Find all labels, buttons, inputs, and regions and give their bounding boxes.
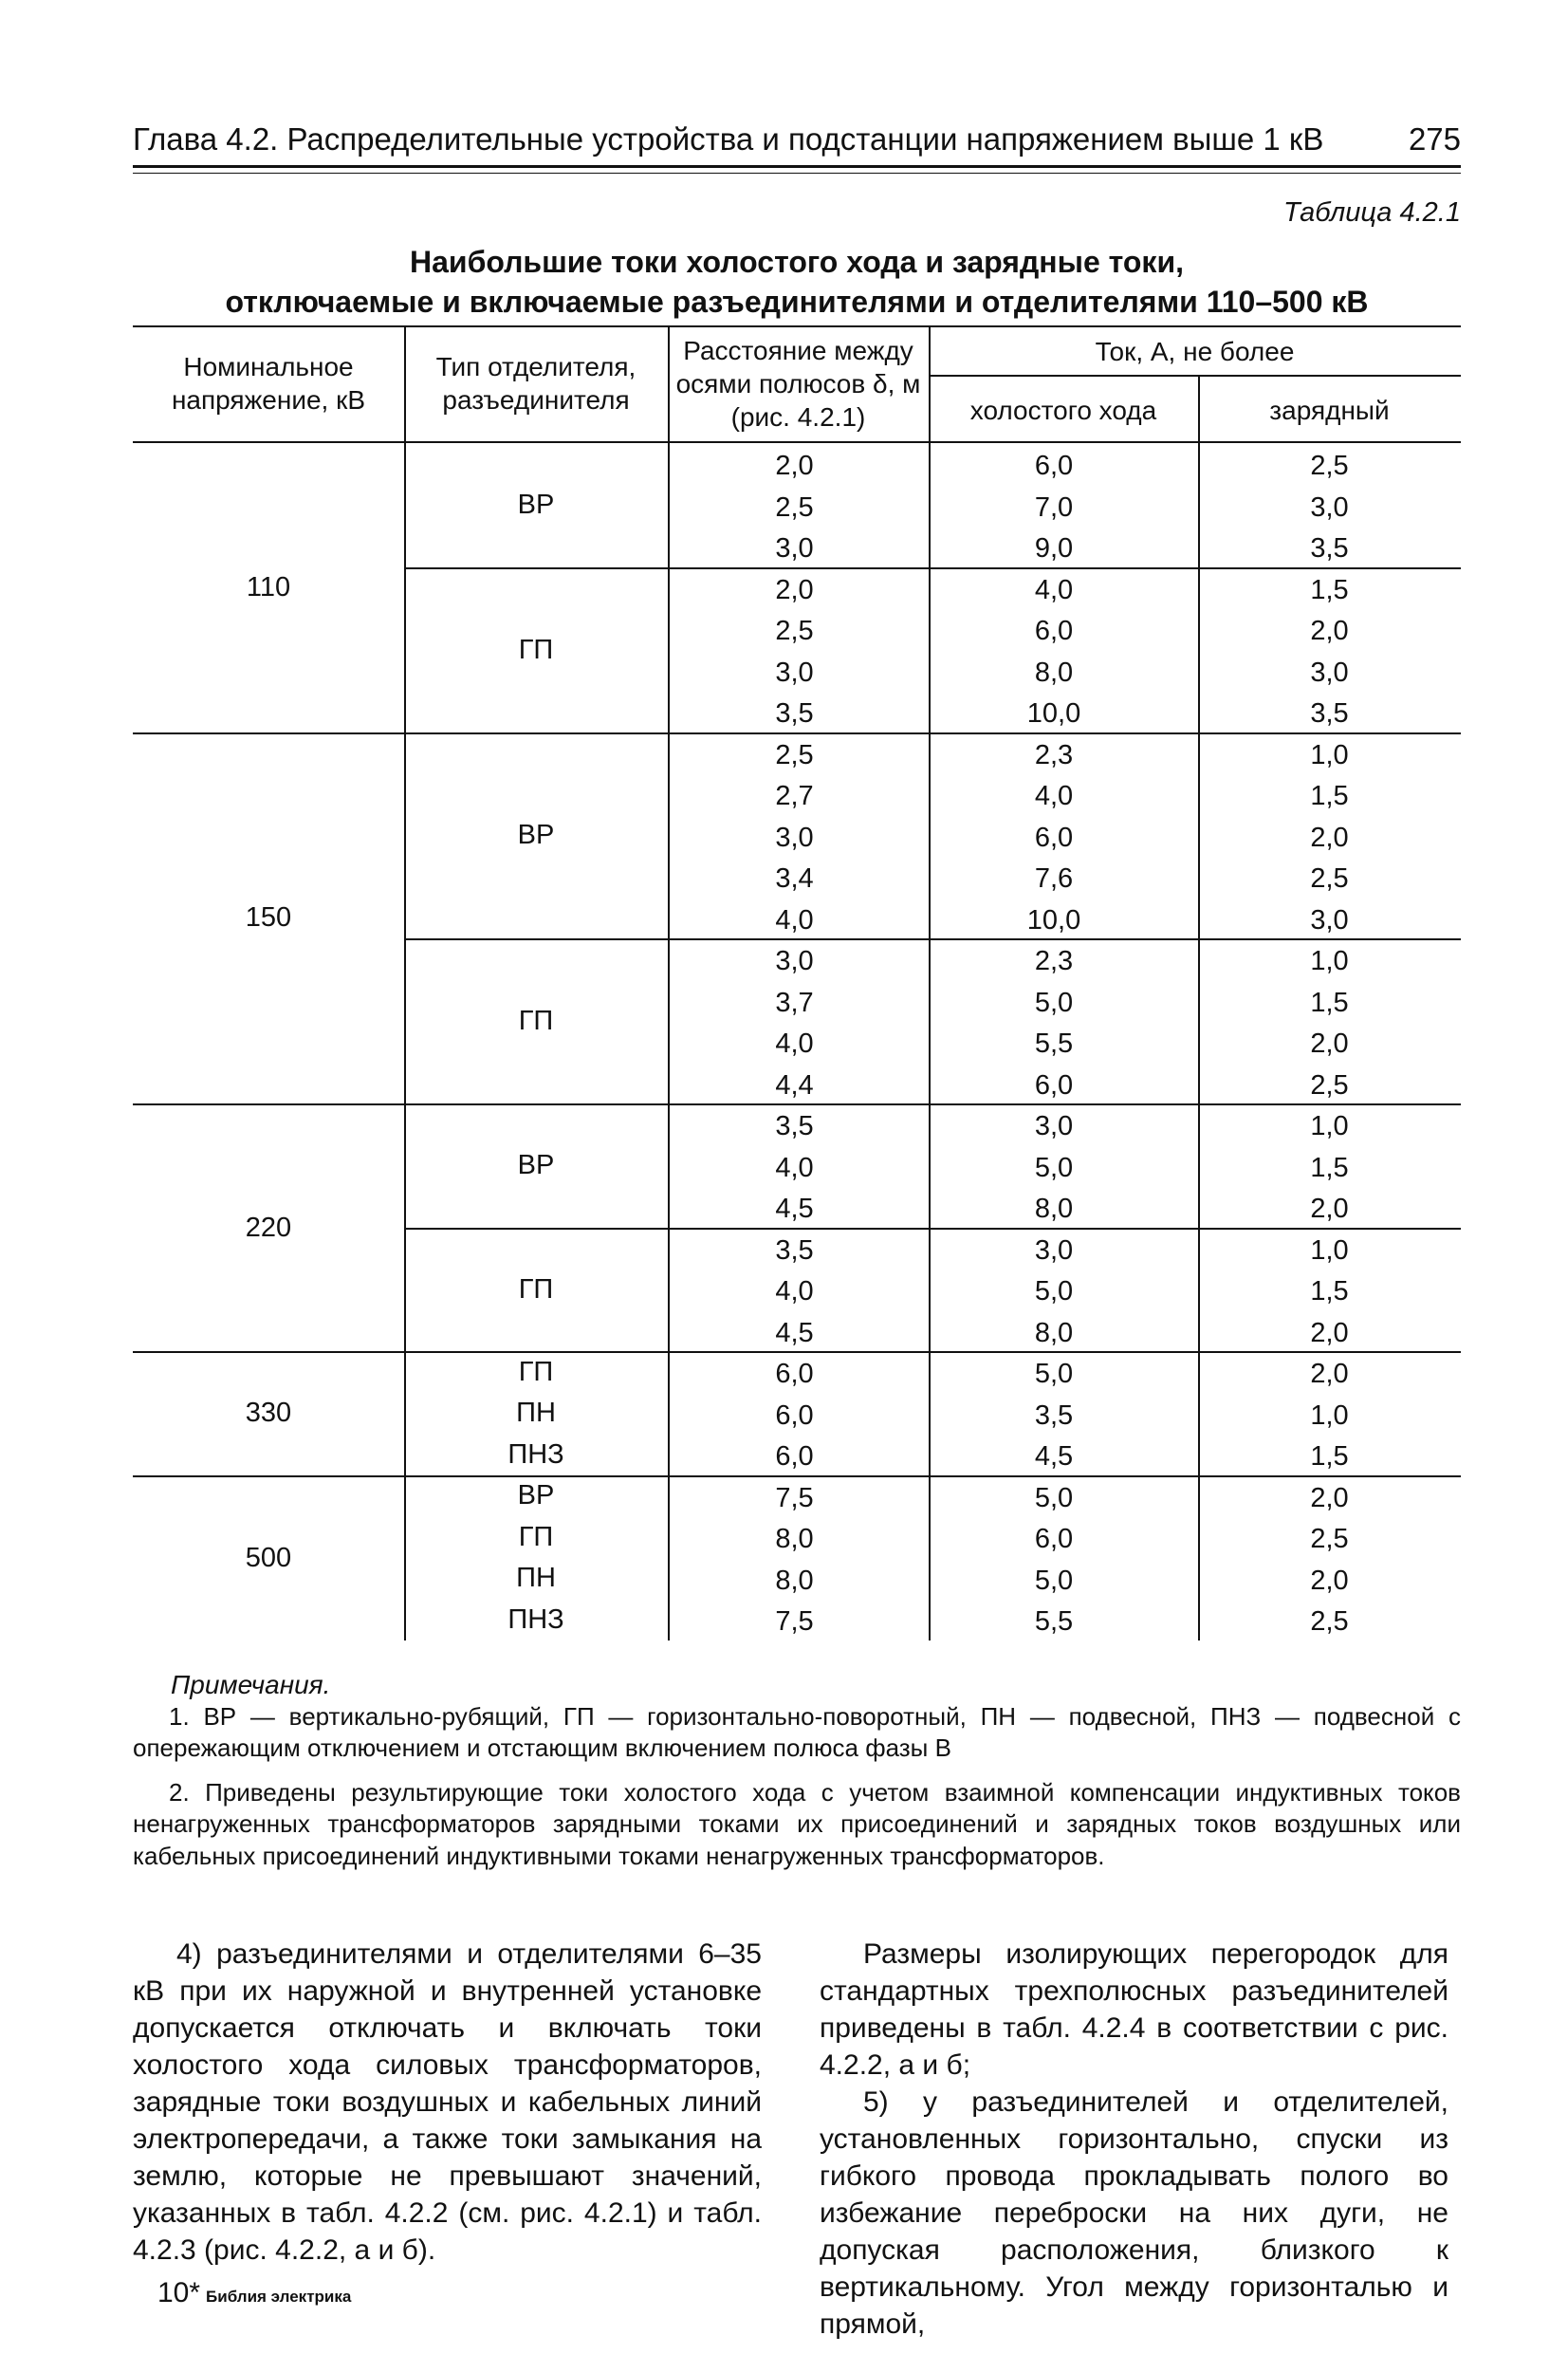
type-cell: ВР	[517, 1480, 555, 1511]
idle-current-cell: 5,0	[1034, 1359, 1074, 1389]
charging-current-cell: 1,0	[1310, 946, 1349, 976]
running-header	[133, 121, 1461, 165]
charging-current-cell: 3,5	[1310, 533, 1349, 564]
idle-current-cell: 5,0	[1034, 1152, 1074, 1183]
distance-cell: 4,4	[775, 1069, 814, 1101]
page-footer	[157, 2277, 351, 2309]
distance-cell: 2,5	[775, 491, 814, 523]
current-subheader-rule	[929, 375, 1461, 377]
body-vline	[929, 443, 931, 1640]
charging-current-cell: 1,0	[1310, 739, 1349, 770]
charging-current-cell: 2,0	[1310, 1194, 1349, 1224]
body-column-left	[133, 1936, 762, 2269]
idle-current-cell: 6,0	[1034, 1524, 1074, 1554]
distance-cell: 3,0	[775, 946, 814, 976]
distance-cell: 3,0	[775, 657, 814, 688]
distance-cell: 4,5	[775, 1317, 814, 1348]
distance-cell: 8,0	[775, 1524, 814, 1554]
charging-current-cell: 2,0	[1310, 1482, 1349, 1513]
body-vline	[404, 443, 406, 1640]
table-header-rule	[133, 441, 1461, 443]
subgroup-rule	[404, 567, 1461, 569]
group-rule	[133, 732, 1461, 734]
table-title-line2: отключаемые и включаемые разъединителями и отделителями 110–500 кВ	[225, 285, 1369, 319]
distance-cell: 6,0	[775, 1359, 814, 1389]
idle-current-cell: 8,0	[1034, 1317, 1074, 1348]
body-column-right	[820, 1936, 1448, 2343]
note-2-text: 2. Приведены результирующие токи холостого хода с учетом взаимной компенсации индуктивных токов ненагруженных трансформаторов зарядными токами их присоединений и зарядных токов воздушных или кабельных присоединений индуктивными токами ненагруженных трансформаторов.	[133, 1778, 1461, 1870]
distance-cell: 2,0	[775, 451, 814, 481]
header-distance-line: (рис. 4.2.1)	[730, 401, 866, 432]
type-cell: ГП	[518, 1521, 554, 1552]
type-cell: ВР	[517, 1150, 555, 1181]
distance-cell: 3,0	[775, 822, 814, 853]
distance-cell: 2,0	[775, 574, 814, 605]
distance-cell: 7,5	[775, 1606, 814, 1637]
note-2	[133, 1777, 1461, 1872]
voltage-cell: 220	[245, 1212, 292, 1243]
charging-current-cell: 1,5	[1310, 1152, 1349, 1183]
distance-cell: 4,0	[775, 1152, 814, 1183]
distance-cell: 2,5	[775, 739, 814, 770]
distance-cell: 2,7	[775, 781, 814, 811]
distance-cell: 3,4	[775, 863, 814, 894]
subgroup-rule	[404, 1228, 1461, 1230]
idle-current-cell: 9,0	[1034, 533, 1074, 564]
header-voltage	[133, 350, 404, 417]
group-rule	[133, 1103, 1461, 1105]
charging-current-cell: 1,5	[1310, 1276, 1349, 1307]
type-cell: ГП	[518, 1356, 554, 1387]
body-vline	[1198, 443, 1200, 1640]
header-distance-line: осями полюсов δ, м	[675, 368, 921, 399]
voltage-cell: 330	[245, 1398, 292, 1429]
charging-current-cell: 1,5	[1310, 1441, 1349, 1472]
idle-current-cell: 7,0	[1034, 491, 1074, 523]
idle-current-cell: 8,0	[1034, 657, 1074, 688]
charging-current-cell: 1,0	[1310, 1399, 1349, 1431]
header-voltage-line: напряжение, кВ	[171, 385, 366, 415]
idle-current-cell: 5,0	[1034, 1482, 1074, 1513]
body-vline	[668, 443, 670, 1640]
type-cell: ПН	[516, 1563, 556, 1594]
charging-current-cell: 2,5	[1310, 451, 1349, 481]
type-cell: ГП	[518, 634, 554, 665]
table-top-rule	[133, 325, 1461, 327]
type-cell: ПНЗ	[507, 1603, 564, 1635]
distance-cell: 3,5	[775, 1111, 814, 1141]
type-cell: ПНЗ	[507, 1438, 564, 1470]
charging-current-cell: 1,5	[1310, 987, 1349, 1018]
header-idle-current: холостого хода	[969, 396, 1157, 425]
idle-current-cell: 6,0	[1034, 616, 1074, 646]
distance-cell: 3,5	[775, 698, 814, 729]
idle-current-cell: 6,0	[1034, 451, 1074, 481]
idle-current-cell: 6,0	[1034, 822, 1074, 853]
charging-current-cell: 1,5	[1310, 574, 1349, 605]
charging-current-cell: 2,5	[1310, 1069, 1349, 1101]
charging-current-cell: 2,5	[1310, 1524, 1349, 1554]
idle-current-cell: 7,6	[1034, 863, 1074, 894]
header-type-line: Тип отделителя,	[435, 352, 636, 381]
distance-cell: 6,0	[775, 1441, 814, 1472]
table-label: Таблица 4.2.1	[1283, 197, 1461, 228]
charging-current-cell: 1,0	[1310, 1111, 1349, 1141]
header-type-line: разъединителя	[442, 385, 630, 415]
page-number: 275	[1408, 121, 1461, 157]
notes-title: Примечания.	[171, 1670, 331, 1699]
charging-current-cell: 2,0	[1310, 1317, 1349, 1348]
header-rule	[133, 165, 1461, 168]
charging-current-cell: 2,5	[1310, 1606, 1349, 1637]
type-cell: ВР	[517, 820, 555, 851]
distance-cell: 6,0	[775, 1399, 814, 1431]
paragraph-partitions: Размеры изолирующих перегородок для стандартных трехполюсных разъединителей приведены в табл. 4.2.4 в соответствии с рис. 4.2.2, а и б;	[820, 1938, 1448, 2081]
idle-current-cell: 4,5	[1034, 1441, 1074, 1472]
distance-cell: 7,5	[775, 1482, 814, 1513]
chapter-title: Глава 4.2. Распределительные устройства и подстанции напряжением выше 1 кВ	[133, 121, 1324, 157]
distance-cell: 4,0	[775, 904, 814, 936]
voltage-cell: 500	[245, 1542, 292, 1573]
note-1-text: 1. ВР — вертикально-рубящий, ГП — горизонтально-поворотный, ПН — подвесной, ПНЗ — подвесной с опережающим отключением и отстающим включением полюса фазы В	[133, 1702, 1461, 1763]
type-cell: ПН	[516, 1398, 556, 1429]
subgroup-rule	[404, 938, 1461, 940]
idle-current-cell: 10,0	[1026, 904, 1081, 936]
paragraph-5: 5) у разъединителей и отделителей, установленных горизонтально, спуски из гибкого провода прокладывать полого во избежание переброски на них дуги, не допуская расположения, близкого к вертикальному. Угол между горизонталью и прямой,	[820, 2086, 1448, 2340]
distance-cell: 4,0	[775, 1276, 814, 1307]
idle-current-cell: 4,0	[1034, 781, 1074, 811]
charging-current-cell: 2,0	[1310, 616, 1349, 646]
idle-current-cell: 6,0	[1034, 1069, 1074, 1101]
charging-current-cell: 1,5	[1310, 781, 1349, 811]
idle-current-cell: 5,0	[1034, 1565, 1074, 1596]
idle-current-cell: 5,5	[1034, 1606, 1074, 1637]
note-1	[133, 1701, 1461, 1765]
idle-current-cell: 2,3	[1034, 739, 1074, 770]
distance-cell: 2,5	[775, 616, 814, 646]
idle-current-cell: 3,0	[1034, 1234, 1074, 1266]
idle-current-cell: 2,3	[1034, 946, 1074, 976]
charging-current-cell: 2,0	[1310, 822, 1349, 853]
idle-current-cell: 3,0	[1034, 1111, 1074, 1141]
idle-current-cell: 5,0	[1034, 987, 1074, 1018]
distance-cell: 3,7	[775, 987, 814, 1018]
charging-current-cell: 3,0	[1310, 904, 1349, 936]
type-cell: ГП	[518, 1006, 554, 1036]
paragraph-4: 4) разъединителями и отделителями 6–35 кВ при их наружной и внутренней установке допускается отключать и включать токи холостого хода силовых трансформаторов, зарядные токи воздушных и кабельных линий электропередачи, а также токи замыкания на землю, которые не превышают значений, указанных в табл. 4.2.2 (см. рис. 4.2.1) и табл. 4.2.3 (рис. 4.2.2, а и б).	[133, 1938, 762, 2266]
header-type	[404, 350, 668, 417]
header-rule-thin	[133, 173, 1461, 174]
charging-current-cell: 2,0	[1310, 1029, 1349, 1059]
idle-current-cell: 10,0	[1026, 698, 1081, 729]
distance-cell: 4,0	[775, 1029, 814, 1059]
imprint: Библия электрика	[206, 2288, 352, 2306]
signature-mark: 10*	[157, 2277, 201, 2308]
charging-current-cell: 3,0	[1310, 657, 1349, 688]
idle-current-cell: 4,0	[1034, 574, 1074, 605]
distance-cell: 4,5	[775, 1194, 814, 1224]
idle-current-cell: 3,5	[1034, 1399, 1074, 1431]
idle-current-cell: 5,0	[1034, 1276, 1074, 1307]
charging-current-cell: 3,5	[1310, 698, 1349, 729]
header-current-group: Ток, А, не более	[1095, 337, 1295, 366]
distance-cell: 8,0	[775, 1565, 814, 1596]
type-cell: ВР	[517, 490, 555, 521]
idle-current-cell: 8,0	[1034, 1194, 1074, 1224]
voltage-cell: 110	[246, 572, 291, 603]
charging-current-cell: 1,0	[1310, 1234, 1349, 1266]
table-title-line1: Наибольшие токи холостого хода и зарядные токи,	[409, 245, 1184, 279]
charging-current-cell: 2,0	[1310, 1565, 1349, 1596]
group-rule	[133, 1351, 1461, 1353]
charging-current-cell: 2,5	[1310, 863, 1349, 894]
distance-cell: 3,0	[775, 533, 814, 564]
type-cell: ГП	[518, 1273, 554, 1305]
header-charging-current: зарядный	[1269, 396, 1390, 425]
charging-current-cell: 3,0	[1310, 491, 1349, 523]
header-voltage-line: Номинальное	[183, 352, 354, 381]
idle-current-cell: 5,5	[1034, 1029, 1074, 1059]
distance-cell: 3,5	[775, 1234, 814, 1266]
header-distance-line: Расстояние между	[683, 335, 913, 365]
voltage-cell: 150	[245, 902, 292, 934]
charging-current-cell: 2,0	[1310, 1359, 1349, 1389]
header-distance	[668, 334, 929, 434]
group-rule	[133, 1475, 1461, 1477]
